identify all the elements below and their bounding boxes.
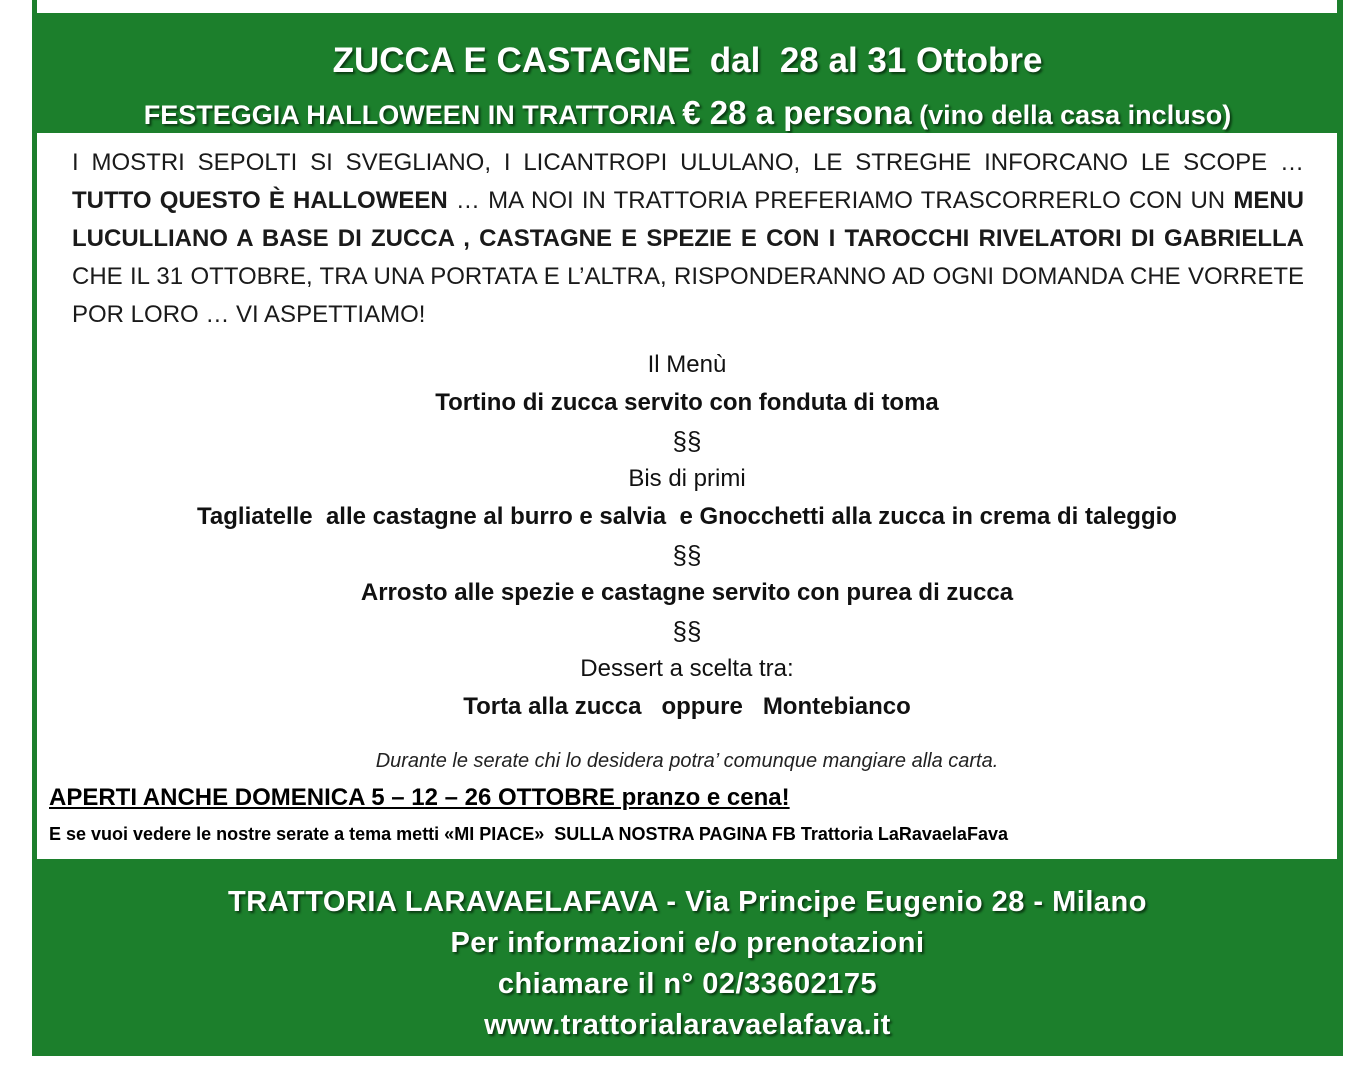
footer-info: Per informazioni e/o prenotazioni — [450, 927, 925, 959]
intro-part-3: CHE IL 31 OTTOBRE, TRA UNA PORTATA E L’ALTRA, RISPONDERANNO AD OGNI DOMANDA CHE VORRETE POR LORO … VI ASPETTIAMO! — [72, 263, 1304, 328]
event-subtitle — [32, 94, 1343, 134]
open-days-notice: APERTI ANCHE DOMENICA 5 – 12 – 26 OTTOBRE pranzo e cena! — [49, 784, 790, 811]
footer-contact — [32, 882, 1343, 1046]
intro-bold-1: TUTTO QUESTO È HALLOWEEN — [72, 187, 448, 214]
menu-course-1: Tortino di zucca servito con fonduta di toma — [435, 389, 939, 416]
footer-phone: chiamare il n° 02/33602175 — [497, 968, 878, 1000]
menu-heading: Il Menù — [647, 351, 727, 378]
event-title: ZUCCA E CASTAGNE dal 28 al 31 Ottobre — [332, 41, 1043, 80]
menu-course-2-label: Bis di primi — [628, 465, 746, 492]
a-la-carte-note: Durante le serate chi lo desidera potra’ comunque mangiare alla carta. — [375, 750, 999, 772]
top-white-strip — [37, 0, 1337, 13]
footer-website: www.trattorialaravaelafava.it — [484, 1009, 891, 1041]
menu-section — [37, 346, 1337, 726]
menu-dessert-label: Dessert a scelta tra: — [580, 655, 794, 682]
intro-paragraph — [72, 144, 1304, 334]
intro-part-2: … MA NOI IN TRATTORIA PREFERIAMO TRASCORRERLO CON UN — [447, 187, 1234, 214]
menu-dessert: Torta alla zucca oppure Montebianco — [463, 693, 911, 720]
facebook-notice: E se vuoi vedere le nostre serate a tema metti «MI PIACE» SULLA NOSTRA PAGINA FB Trattoria LaRavaelaFava — [49, 824, 1008, 844]
intro-part-1: I MOSTRI SEPOLTI SI SVEGLIANO, I LICANTROPI ULULANO, LE STREGHE INFORCANO LE SCOPE … — [72, 149, 1304, 176]
menu-course-2: Tagliatelle alle castagne al burro e salvia e Gnocchetti alla zucca in crema di taleggio — [197, 503, 1177, 530]
subtitle-price: € 28 a persona — [682, 94, 912, 131]
subtitle-note: (vino della casa incluso) — [919, 100, 1232, 130]
intro-bold-2: MENU LUCULLIANO A BASE DI ZUCCA , CASTAGNE E SPEZIE E CON I TAROCCHI RIVELATORI DI GABRIELLA — [72, 187, 1304, 252]
footer-address: TRATTORIA LARAVAELAFAVA - Via Principe Eugenio 28 - Milano — [228, 886, 1147, 918]
subtitle-main: FESTEGGIA HALLOWEEN IN TRATTORIA — [143, 100, 675, 130]
menu-separator: §§ — [672, 540, 702, 570]
menu-separator: §§ — [672, 616, 702, 646]
menu-course-3: Arrosto alle spezie e castagne servito con purea di zucca — [360, 579, 1014, 606]
menu-separator: §§ — [672, 426, 702, 456]
